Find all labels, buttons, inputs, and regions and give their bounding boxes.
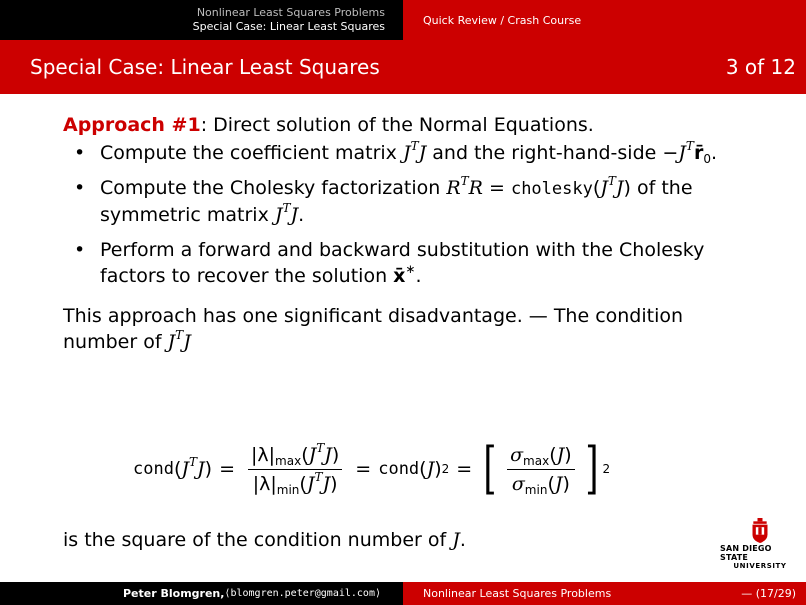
footer-pages: — (17/29) bbox=[741, 587, 796, 600]
logo-line2: UNIVERSITY bbox=[733, 562, 787, 570]
nav-section[interactable]: Nonlinear Least Squares Problems bbox=[196, 6, 385, 19]
footer-bar bbox=[0, 582, 806, 605]
list-item: • Compute the coefficient matrix $J^TJ$ and the right-hand-side $-J^Tr̄_0$. bbox=[63, 140, 753, 166]
university-logo bbox=[720, 518, 800, 570]
list-item: • Perform a forward and backward substitution with the Cholesky factors to recover the solution x̄∗. bbox=[63, 237, 753, 289]
sigma-fraction: $\frac{\sigma_{max}(J)}{\sigma_{min}(J)}$ bbox=[507, 444, 575, 495]
nav-right-label[interactable]: Quick Review / Crash Course bbox=[403, 0, 806, 40]
paragraph: This approach has one significant disadvantage. — The condition number of $J^TJ$ bbox=[63, 305, 684, 353]
shield-logo-icon bbox=[749, 518, 771, 543]
logo-line1: SAN DIEGO STATE bbox=[720, 544, 772, 562]
list-item: • Compute the Cholesky factorization $R^TR$ = $cholesky(J^TJ)$ of the symmetric matrix $J^TJ$. bbox=[63, 175, 753, 228]
footer-email: ⟨blomgren.peter@gmail.com⟩ bbox=[224, 588, 381, 599]
header-bar bbox=[0, 0, 806, 40]
approach-label: Approach #1 bbox=[63, 114, 201, 136]
frame-title: Special Case: Linear Least Squares bbox=[30, 55, 380, 79]
header-nav bbox=[0, 0, 403, 40]
conclusion-line: is the square of the condition number of J. bbox=[63, 529, 466, 551]
nav-subsection[interactable]: Special Case: Linear Least Squares bbox=[192, 20, 385, 33]
footer-author: Peter Blomgren, bbox=[123, 587, 225, 600]
footer-author-block bbox=[0, 582, 403, 605]
bullet-list bbox=[63, 140, 753, 289]
lambda-fraction: $\frac{|\lambda|_{max}(J^TJ)}{|\lambda|_{min}(J^TJ)}$ bbox=[248, 444, 342, 495]
condition-number-formula: cond ( $J^TJ$ ) = $\frac{|\lambda|_{max}(J^TJ)}{|\lambda|_{min}(J^TJ)}$ = cond ( J ) 2 = [ $\frac{\sigma_{max}(J)}{\sigma_{min}(J)}$ ] 2 bbox=[133, 436, 611, 501]
approach-text: : Direct solution of the Normal Equations. bbox=[200, 114, 594, 136]
frame-page-number: 3 of 12 bbox=[725, 55, 796, 79]
frame-title-bar bbox=[0, 40, 806, 94]
slide-content bbox=[63, 112, 753, 355]
approach-line bbox=[63, 112, 753, 138]
footer-title: Nonlinear Least Squares Problems bbox=[423, 587, 612, 600]
footer-title-block bbox=[403, 582, 806, 605]
